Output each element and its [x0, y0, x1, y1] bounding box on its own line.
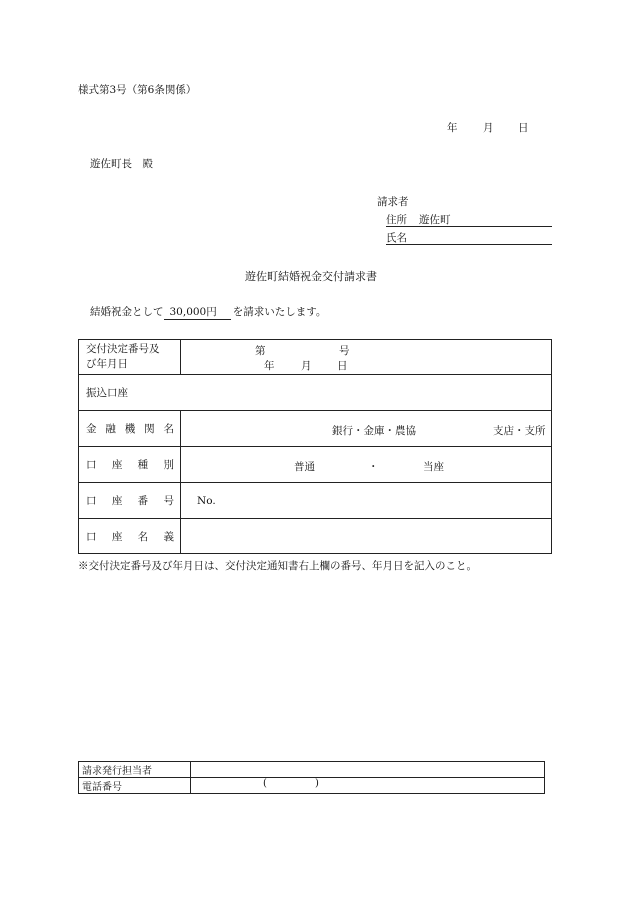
account-type-label: 口 座 種 別: [79, 447, 181, 483]
account-number-cell[interactable]: [181, 483, 552, 519]
decision-dai: 第: [255, 345, 266, 357]
branch-types: 支店・支所: [493, 425, 546, 437]
claimant-name-line[interactable]: [386, 230, 552, 245]
account-holder-label: 口 座 名 義: [79, 519, 181, 554]
institution-value-cell[interactable]: [181, 411, 552, 447]
account-number-prefix: No.: [197, 494, 216, 507]
date-year-label: 年: [447, 122, 458, 134]
decision-day: 日: [337, 360, 348, 372]
transfer-account-row: [79, 375, 552, 411]
claimant-name-label: 氏名: [386, 232, 407, 244]
decision-month: 月: [301, 360, 312, 372]
phone-paren-open: (: [263, 778, 267, 789]
claimant-address-line[interactable]: [386, 212, 552, 227]
decision-go: 号: [339, 345, 350, 357]
phone-paren-close: ): [315, 778, 319, 789]
note: ※交付決定番号及び年月日は、交付決定通知書右上欄の番号、年月日を記入のこと。: [78, 560, 477, 572]
decision-value-cell[interactable]: [181, 340, 552, 375]
addressee: 遊佐町長 殿: [90, 158, 153, 170]
phone-row: [79, 778, 545, 794]
request-amount: 30,000円: [164, 304, 231, 320]
issuer-value-cell[interactable]: [191, 762, 545, 778]
account-number-label: 口 座 番 号: [79, 483, 181, 519]
institution-row: [79, 411, 552, 447]
issuer-row: [79, 762, 545, 778]
transfer-account-label: 振込口座: [79, 375, 552, 411]
request-prefix: 結婚祝金として: [90, 306, 164, 318]
claimant-address-label: 住所: [386, 214, 407, 226]
document-title: 遊佐町結婚祝金交付請求書: [245, 270, 377, 283]
account-type-row: [79, 447, 552, 483]
claimant-label: 請求者: [377, 196, 409, 208]
institution-label: 金 融 機 関 名: [79, 411, 181, 447]
request-table: [78, 339, 552, 554]
account-type-regular[interactable]: 普通: [294, 461, 315, 473]
claimant-address-value: 遊佐町: [419, 214, 451, 226]
footer-table: [78, 761, 545, 794]
date-day-label: 日: [518, 122, 529, 134]
request-suffix: を請求いたします。: [232, 306, 327, 318]
issuer-label: 請求発行担当者: [79, 762, 191, 778]
decision-label-line1: 交付決定番号及: [86, 343, 160, 355]
account-holder-row: [79, 519, 552, 554]
phone-value-cell[interactable]: [191, 778, 545, 794]
request-sentence: [90, 304, 326, 320]
institution-types: 銀行・金庫・農協: [332, 425, 416, 437]
decision-label-line2: び年月日: [86, 358, 128, 370]
decision-year: 年: [264, 360, 275, 372]
decision-label: [79, 340, 181, 375]
account-number-row: [79, 483, 552, 519]
account-type-separator: ・: [368, 461, 379, 473]
decision-row: [79, 340, 552, 375]
form-number: 様式第3号（第6条関係）: [78, 84, 197, 96]
account-type-current[interactable]: 当座: [423, 461, 444, 473]
account-type-cell[interactable]: [181, 447, 552, 483]
account-holder-cell[interactable]: [181, 519, 552, 554]
phone-label: 電話番号: [79, 778, 191, 794]
date-month-label: 月: [483, 122, 494, 134]
